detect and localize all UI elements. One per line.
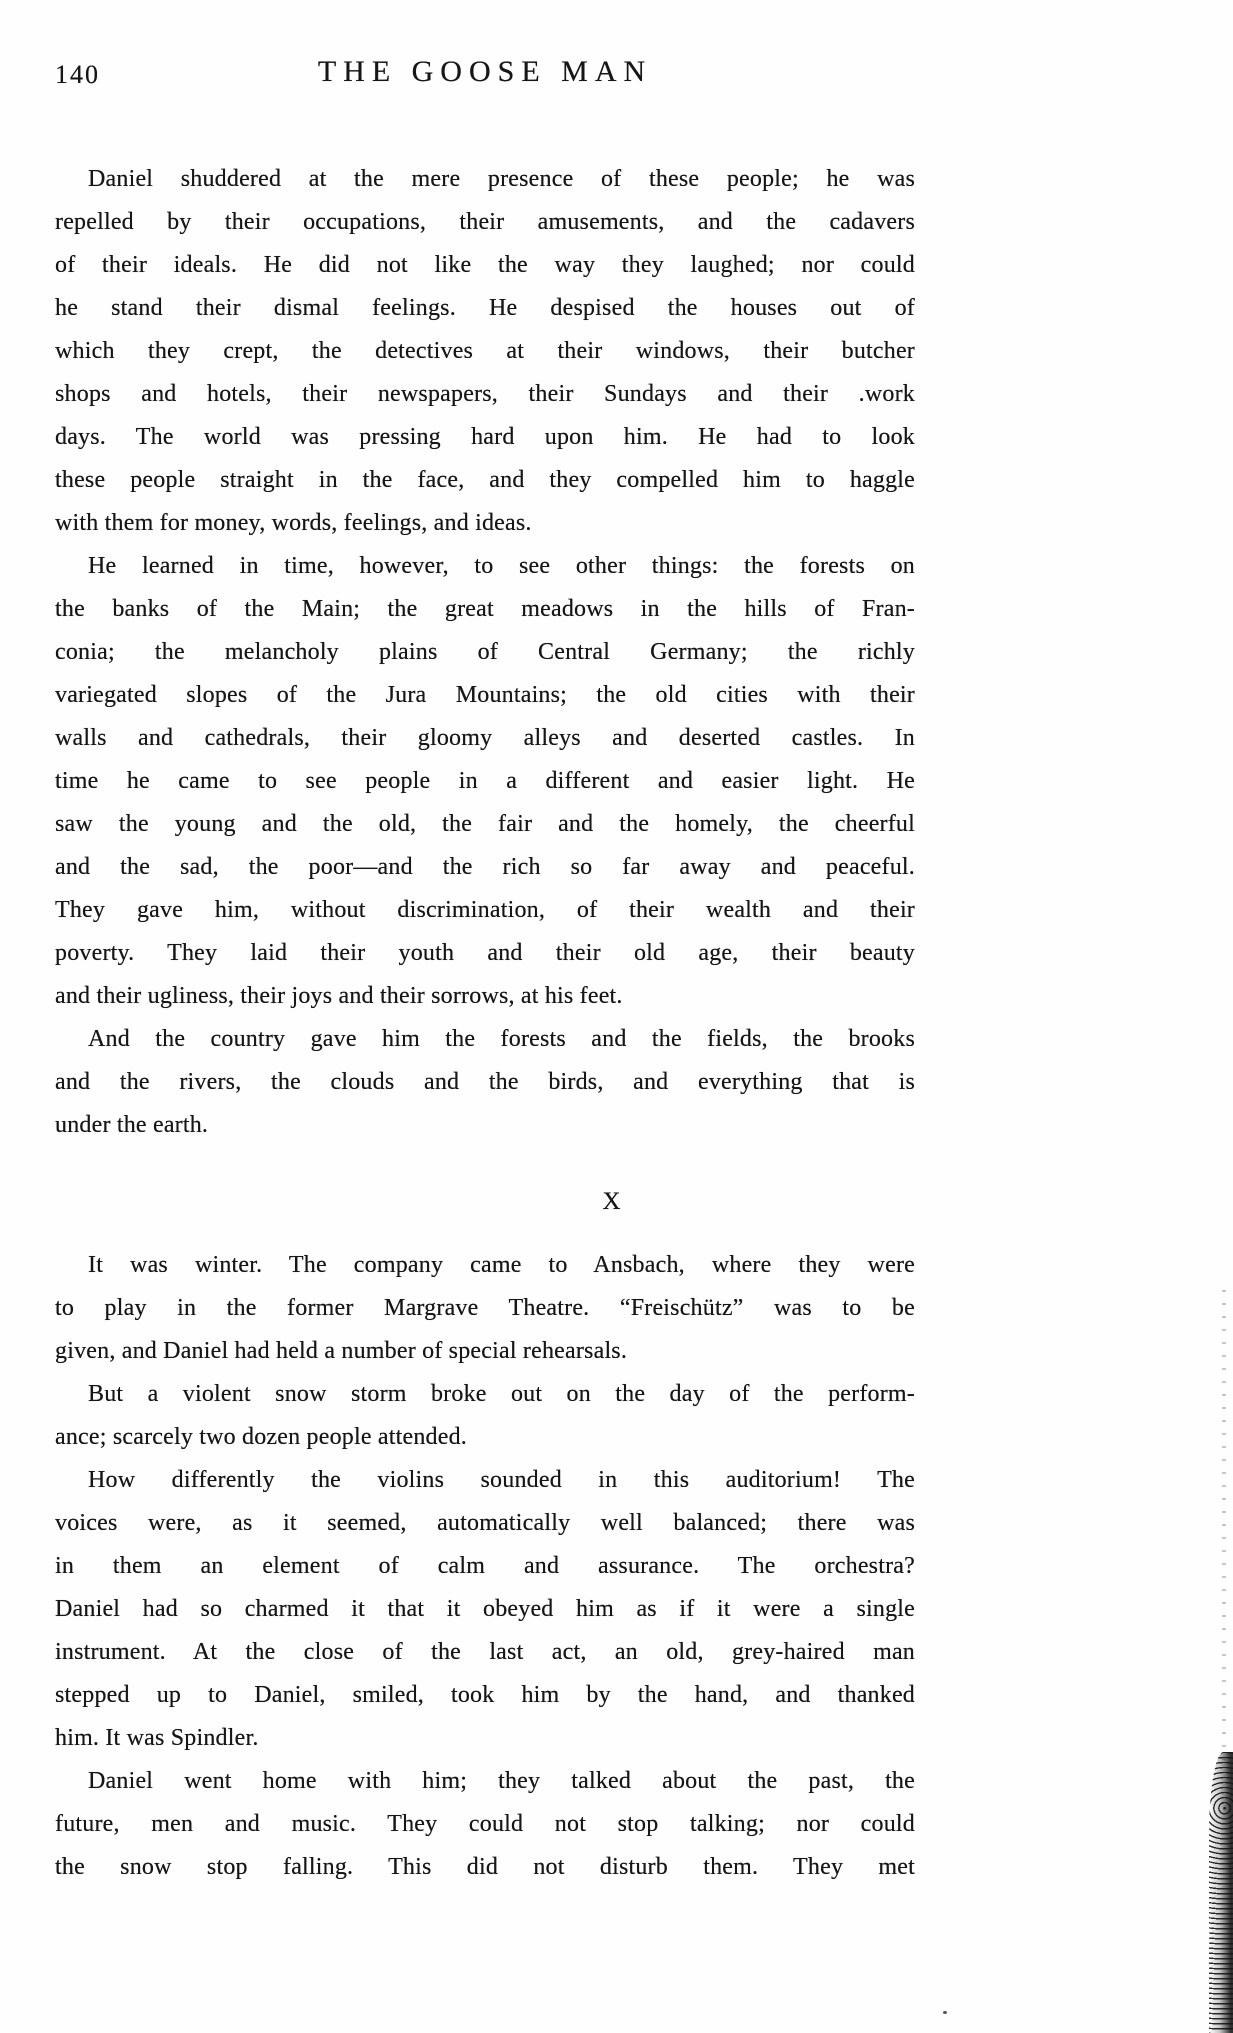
scan-artifact-edge-dots	[1222, 1290, 1226, 1760]
text-line: and the sad, the poor—and the rich so far away and peaceful.	[55, 854, 915, 880]
text-line: of their ideals. He did not like the way they laughed; nor could	[55, 252, 915, 278]
text-line: with them for money, words, feelings, and ideas.	[55, 510, 532, 536]
text-line: to play in the former Margrave Theatre. “Freischütz” was to be	[55, 1295, 915, 1321]
scan-artifact-speck	[943, 2011, 947, 2014]
page-number: 140	[55, 60, 100, 89]
text-column	[55, 55, 915, 1889]
text-line: given, and Daniel had held a number of special rehearsals.	[55, 1338, 628, 1364]
text-line: Daniel shuddered at the mere presence of these people; he was	[88, 166, 915, 192]
text-line: the snow stop falling. This did not disturb them. They met	[55, 1854, 915, 1880]
text-line: walls and cathedrals, their gloomy alleys and deserted castles. In	[55, 725, 915, 751]
text-line: It was winter. The company came to Ansbach, where they were	[88, 1252, 915, 1278]
text-line: How differently the violins sounded in this auditorium! The	[88, 1467, 915, 1493]
text-line: Daniel had so charmed it that it obeyed him as if it were a single	[55, 1596, 915, 1622]
paragraph	[55, 158, 915, 545]
paragraph	[55, 1244, 915, 1373]
page-title: THE GOOSE MAN	[317, 55, 653, 88]
text-line: days. The world was pressing hard upon him. He had to look	[55, 424, 915, 450]
text-line: But a violent snow storm broke out on the day of the perform-	[88, 1381, 915, 1407]
text-line: and their ugliness, their joys and their sorrows, at his feet.	[55, 983, 623, 1009]
text-line: these people straight in the face, and they compelled him to haggle	[55, 467, 915, 493]
text-line: which they crept, the detectives at their windows, their butcher	[55, 338, 915, 364]
text-line: time he came to see people in a different and easier light. He	[55, 768, 915, 794]
text-line: conia; the melancholy plains of Central Germany; the richly	[55, 639, 915, 665]
paragraph	[55, 1760, 915, 1889]
text-line: him. It was Spindler.	[55, 1725, 259, 1751]
text-line: poverty. They laid their youth and their old age, their beauty	[55, 940, 915, 966]
running-head	[55, 55, 915, 95]
text-line: saw the young and the old, the fair and the homely, the cheerful	[55, 811, 915, 837]
paragraph	[55, 545, 915, 1018]
text-line: voices were, as it seemed, automatically well balanced; there was	[55, 1510, 915, 1536]
text-line: repelled by their occupations, their amusements, and the cadavers	[55, 209, 915, 235]
text-line: future, men and music. They could not stop talking; nor could	[55, 1811, 915, 1837]
text-line: under the earth.	[55, 1112, 209, 1138]
text-line: variegated slopes of the Jura Mountains; the old cities with their	[55, 682, 915, 708]
text-line: and the rivers, the clouds and the birds, and everything that is	[55, 1069, 915, 1095]
text-line: ance; scarcely two dozen people attended.	[55, 1424, 468, 1450]
text-line: instrument. At the close of the last act, an old, grey-haired man	[55, 1639, 915, 1665]
text-line: in them an element of calm and assurance. The orchestra?	[55, 1553, 915, 1579]
text-line: shops and hotels, their newspapers, their Sundays and their .work	[55, 381, 915, 407]
text-line: the banks of the Main; the great meadows in the hills of Fran-	[55, 596, 915, 622]
text-line: And the country gave him the forests and the fields, the brooks	[88, 1026, 915, 1052]
text-line: He learned in time, however, to see other things: the forests on	[88, 553, 915, 579]
paragraph	[55, 1459, 915, 1760]
text-line: he stand their dismal feelings. He despised the houses out of	[55, 295, 915, 321]
paragraph	[55, 1373, 915, 1459]
scan-artifact-corner-blob	[1209, 1752, 1233, 2033]
page-body	[55, 158, 915, 1889]
text-line: Daniel went home with him; they talked about the past, the	[88, 1768, 915, 1794]
text-line: stepped up to Daniel, smiled, took him by the hand, and thanked	[55, 1682, 915, 1708]
text-line: They gave him, without discrimination, of their wealth and their	[55, 897, 915, 923]
section-marker: X	[602, 1188, 622, 1215]
paragraph	[55, 1018, 915, 1147]
